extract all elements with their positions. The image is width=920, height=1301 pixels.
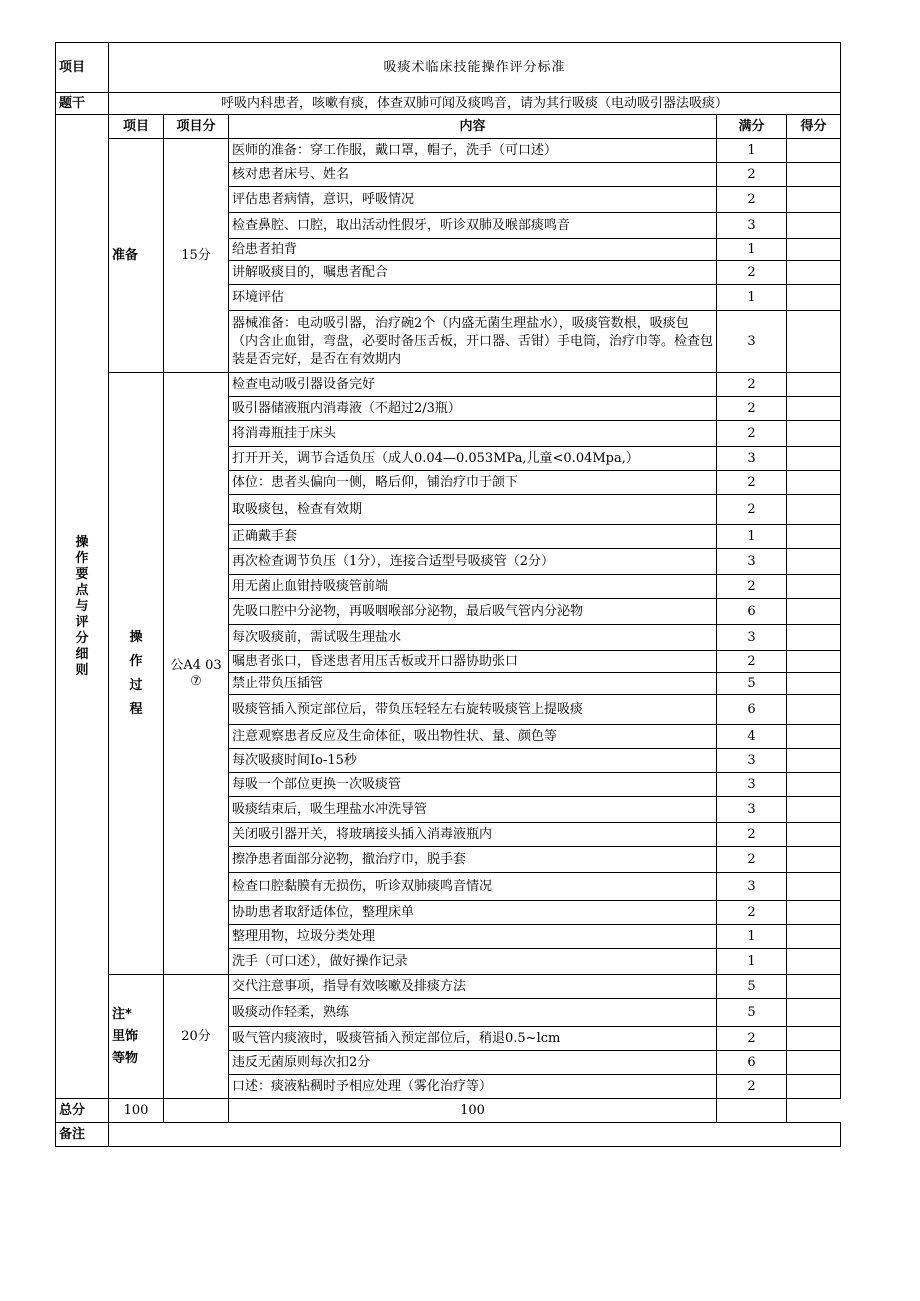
section-label-line: 等物 <box>112 1050 139 1066</box>
row-full-score: 1 <box>717 525 787 549</box>
category-char: 操 <box>75 534 89 550</box>
row-full-score: 2 <box>717 823 787 847</box>
row-full-score: 2 <box>717 471 787 495</box>
row-full-score: 3 <box>717 873 787 901</box>
row-score-cell[interactable] <box>787 495 841 525</box>
row-content: 正确戴手套 <box>229 525 717 549</box>
table-row <box>56 139 841 163</box>
row-score-cell[interactable] <box>787 873 841 901</box>
section-label-char: 程 <box>129 701 143 717</box>
row-content: 检查口腔黏膜有无损伤，听诊双肺痰鸣音情况 <box>229 873 717 901</box>
row-score-cell[interactable] <box>787 187 841 213</box>
row-score-cell[interactable] <box>787 239 841 261</box>
category-char: 则 <box>75 662 89 678</box>
row-full-score: 2 <box>717 495 787 525</box>
column-header-row <box>56 115 841 139</box>
row-full-score: 2 <box>717 373 787 397</box>
col-item-score: 项目分 <box>164 115 229 139</box>
category-char: 与 <box>75 598 89 614</box>
row-score-cell[interactable] <box>787 651 841 673</box>
stem-row <box>56 93 841 115</box>
row-score-cell[interactable] <box>787 397 841 421</box>
remarks-cell[interactable] <box>109 1123 841 1147</box>
section-score: 公A4 03⑦ <box>164 373 229 975</box>
row-score-cell[interactable] <box>787 421 841 447</box>
row-full-score: 1 <box>717 285 787 311</box>
row-content: 医师的准备：穿工作服，戴口罩，帽子，洗手（可口述） <box>229 139 717 163</box>
row-content: 先吸口腔中分泌物，再吸咽喉部分泌物，最后吸气管内分泌物 <box>229 599 717 625</box>
remarks-row <box>56 1123 841 1147</box>
row-full-score: 2 <box>717 575 787 599</box>
row-content: 取吸痰包，检查有效期 <box>229 495 717 525</box>
section-score: 15分 <box>164 139 229 373</box>
row-score-cell[interactable] <box>787 471 841 495</box>
row-score-cell[interactable] <box>787 925 841 949</box>
section-label: 准备 <box>109 139 164 373</box>
row-content: 核对患者床号、姓名 <box>229 163 717 187</box>
scoring-table <box>55 42 841 1147</box>
row-score-cell[interactable] <box>787 749 841 773</box>
row-content: 嘱患者张口，昏迷患者用压舌板或开口器协助张口 <box>229 651 717 673</box>
row-score-cell[interactable] <box>787 163 841 187</box>
remarks-label: 备注 <box>56 1123 109 1147</box>
row-score-cell[interactable] <box>787 1051 841 1075</box>
row-full-score: 1 <box>717 139 787 163</box>
row-score-cell[interactable] <box>787 949 841 975</box>
col-score: 得分 <box>787 115 841 139</box>
category-char: 细 <box>75 646 89 662</box>
row-content: 交代注意事项，指导有效咳嗽及排痰方法 <box>229 975 717 999</box>
row-full-score: 3 <box>717 447 787 471</box>
row-full-score: 1 <box>717 239 787 261</box>
row-full-score: 1 <box>717 949 787 975</box>
row-full-score: 6 <box>717 1051 787 1075</box>
row-content: 器械准备：电动吸引器，治疗碗2个（内盛无菌生理盐水），吸痰管数根，吸痰包（内含止血钳，弯盘，必要时备压舌板，开口器、舌钳）手电筒，治疗巾等。检查包装是否完好，是否在有效期内 <box>229 311 717 373</box>
row-full-score: 2 <box>717 261 787 285</box>
row-full-score: 3 <box>717 797 787 823</box>
row-content: 讲解吸痰目的，嘱患者配合 <box>229 261 717 285</box>
row-content: 吸气管内痰液时，吸痰管插入预定部位后，稍退0.5~lcm <box>229 1027 717 1051</box>
total-content-cell <box>164 1099 229 1123</box>
stem-label: 题干 <box>56 93 109 115</box>
total-row <box>56 1099 841 1123</box>
row-content: 每吸一个部位更换一次吸痰管 <box>229 773 717 797</box>
row-content: 体位：患者头偏向一侧，略后仰，铺治疗巾于颌下 <box>229 471 717 495</box>
category-char: 分 <box>75 630 89 646</box>
col-item: 项目 <box>109 115 164 139</box>
item-label: 项目 <box>56 43 109 93</box>
row-score-cell[interactable] <box>787 373 841 397</box>
row-full-score: 5 <box>717 673 787 695</box>
row-full-score: 3 <box>717 625 787 651</box>
section-label <box>109 373 164 975</box>
row-score-cell[interactable] <box>787 447 841 471</box>
row-content: 评估患者病情，意识，呼吸情况 <box>229 187 717 213</box>
row-content: 吸痰结束后，吸生理盐水冲洗导管 <box>229 797 717 823</box>
row-full-score: 2 <box>717 847 787 873</box>
category-char: 评 <box>75 614 89 630</box>
section-label <box>109 975 164 1099</box>
row-full-score: 5 <box>717 975 787 999</box>
total-item-score: 100 <box>109 1099 164 1123</box>
col-full-score: 满分 <box>717 115 787 139</box>
row-content: 每次吸痰时间Io-15秒 <box>229 749 717 773</box>
row-content: 检查鼻腔、口腔，取出活动性假牙，听诊双肺及喉部痰鸣音 <box>229 213 717 239</box>
row-content: 吸痰动作轻柔，熟练 <box>229 999 717 1027</box>
row-score-cell[interactable] <box>787 901 841 925</box>
row-score-cell[interactable] <box>787 575 841 599</box>
category-char: 点 <box>75 582 89 598</box>
row-score-cell[interactable] <box>787 261 841 285</box>
row-content: 用无菌止血钳持吸痰管前端 <box>229 575 717 599</box>
total-score-cell[interactable] <box>717 1099 787 1123</box>
row-score-cell[interactable] <box>787 285 841 311</box>
row-score-cell[interactable] <box>787 999 841 1027</box>
total-label: 总分 <box>56 1099 109 1123</box>
row-content: 擦净患者面部分泌物，撤治疗巾，脱手套 <box>229 847 717 873</box>
row-full-score: 2 <box>717 1075 787 1099</box>
row-content: 再次检查调节负压（1分），连接合适型号吸痰管（2分） <box>229 549 717 575</box>
row-full-score: 3 <box>717 773 787 797</box>
row-content: 检查电动吸引器设备完好 <box>229 373 717 397</box>
row-full-score: 3 <box>717 749 787 773</box>
row-content: 关闭吸引器开关，将玻璃接头插入消毒液瓶内 <box>229 823 717 847</box>
stem-text: 呼吸内科患者，咳嗽有痰，体查双肺可闻及痰鸣音，请为其行吸痰（电动吸引器法吸痰） <box>109 93 841 115</box>
row-full-score: 3 <box>717 213 787 239</box>
row-content: 违反无菌原则每次扣2分 <box>229 1051 717 1075</box>
row-score-cell[interactable] <box>787 847 841 873</box>
row-content: 洗手（可口述），做好操作记录 <box>229 949 717 975</box>
row-full-score: 6 <box>717 695 787 725</box>
row-score-cell[interactable] <box>787 549 841 575</box>
row-full-score: 2 <box>717 421 787 447</box>
category-char: 作 <box>75 550 89 566</box>
row-score-cell[interactable] <box>787 625 841 651</box>
row-score-cell[interactable] <box>787 213 841 239</box>
row-full-score: 1 <box>717 925 787 949</box>
row-full-score: 5 <box>717 999 787 1027</box>
row-full-score: 2 <box>717 187 787 213</box>
section-label-char: 作 <box>129 653 143 669</box>
title-row <box>56 43 841 93</box>
row-score-cell[interactable] <box>787 1075 841 1099</box>
row-content: 吸引器储液瓶内消毒液（不超过2/3瓶） <box>229 397 717 421</box>
row-full-score: 2 <box>717 397 787 421</box>
row-score-cell[interactable] <box>787 773 841 797</box>
row-content: 打开开关，调节合适负压（成人0.04—0.053MPa,儿童<0.04Mpa,） <box>229 447 717 471</box>
row-content: 协助患者取舒适体位，整理床单 <box>229 901 717 925</box>
row-score-cell[interactable] <box>787 797 841 823</box>
row-content: 给患者拍背 <box>229 239 717 261</box>
row-score-cell[interactable] <box>787 311 841 373</box>
category-char: 要 <box>75 566 89 582</box>
row-score-cell[interactable] <box>787 695 841 725</box>
col-content: 内容 <box>229 115 717 139</box>
row-content: 整理用物，垃圾分类处理 <box>229 925 717 949</box>
category-label <box>56 115 109 1099</box>
section-score: 20分 <box>164 975 229 1099</box>
table-row <box>56 373 841 397</box>
row-score-cell[interactable] <box>787 139 841 163</box>
row-score-cell[interactable] <box>787 1027 841 1051</box>
section-label-char: 操 <box>129 629 143 645</box>
row-content: 注意观察患者反应及生命体征，吸出物性状、量、颜色等 <box>229 725 717 749</box>
row-full-score: 2 <box>717 651 787 673</box>
row-full-score: 3 <box>717 311 787 373</box>
row-content: 口述：痰液粘稠时予相应处理（雾化治疗等） <box>229 1075 717 1099</box>
row-full-score: 4 <box>717 725 787 749</box>
row-content: 将消毒瓶挂于床头 <box>229 421 717 447</box>
row-score-cell[interactable] <box>787 975 841 999</box>
row-content: 每次吸痰前，需试吸生理盐水 <box>229 625 717 651</box>
row-full-score: 2 <box>717 901 787 925</box>
row-content: 环境评估 <box>229 285 717 311</box>
row-score-cell[interactable] <box>787 599 841 625</box>
section-label-line: 里饰 <box>112 1028 139 1044</box>
total-full-score: 100 <box>229 1099 717 1123</box>
row-full-score: 2 <box>717 163 787 187</box>
row-content: 吸痰管插入预定部位后，带负压轻轻左右旋转吸痰管上提吸痰 <box>229 695 717 725</box>
page-title: 吸痰术临床技能操作评分标准 <box>109 43 841 93</box>
row-full-score: 2 <box>717 1027 787 1051</box>
row-full-score: 3 <box>717 549 787 575</box>
table-row <box>56 975 841 999</box>
section-label-line: 注* <box>112 1006 132 1022</box>
row-score-cell[interactable] <box>787 673 841 695</box>
row-score-cell[interactable] <box>787 823 841 847</box>
row-full-score: 6 <box>717 599 787 625</box>
row-score-cell[interactable] <box>787 725 841 749</box>
row-score-cell[interactable] <box>787 525 841 549</box>
row-content: 禁止带负压插管 <box>229 673 717 695</box>
section-label-char: 过 <box>129 677 143 693</box>
